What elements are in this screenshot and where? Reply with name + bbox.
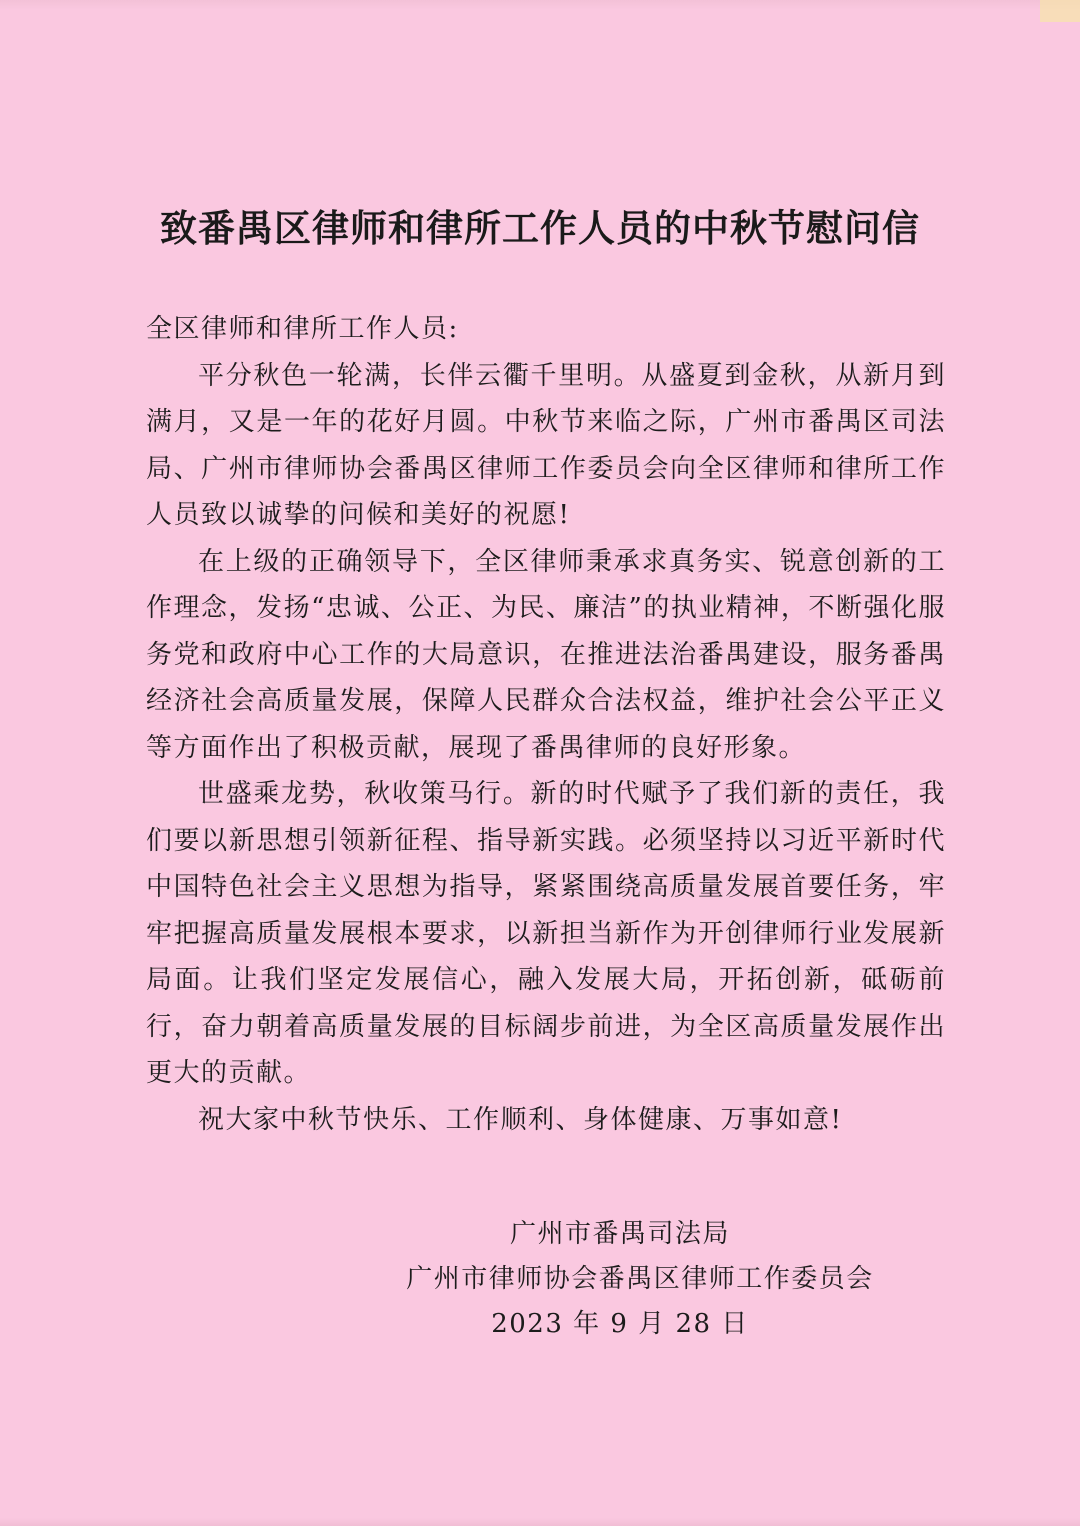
letter-body [146,306,946,1143]
letter-title: 致番禺区律师和律所工作人员的中秋节慰问信 [160,207,920,250]
page-top-edge [0,0,1080,10]
page-bottom-edge [0,1518,1080,1526]
signature-org-lawyers-committee: 广州市律师协会番禺区律师工作委员会 [406,1264,874,1294]
signature-block [0,1212,1080,1347]
paragraph-wishes: 祝大家中秋节快乐、工作顺利、身体健康、万事如意! [198,1104,843,1135]
paragraph-outlook: 世盛乘龙势，秋收策马行。新的时代赋予了我们新的责任，我们要以新思想引领新征程、指导新实践。必须坚持以习近平新时代中国特色社会主义思想为指导，紧紧围绕高质量发展首要任务，牢牢把握高质量发展根本要求，以新担当新作为开创律师行业发展新局面。让我们坚定发展信心，融入发展大局，开拓创新，砥砺前行，奋力朝着高质量发展的目标阔步前进，为全区高质量发展作出更大的贡献。 [146,779,946,1088]
paragraph-greeting: 平分秋色一轮满，长伴云衢千里明。从盛夏到金秋，从新月到满月，又是一年的花好月圆。中秋节来临之际，广州市番禺区司法局、广州市律师协会番禺区律师工作委员会向全区律师和律所工作人员致以诚挚的问候和美好的祝愿! [146,360,946,530]
scan-corner-mark [1040,0,1080,22]
signature-date: 2023 年 9 月 28 日 [491,1309,749,1339]
paragraph-achievements: 在上级的正确领导下，全区律师秉承求真务实、锐意创新的工作理念，发扬“忠诚、公正、为民、廉洁”的执业精神，不断强化服务党和政府中心工作的大局意识，在推进法治番禺建设，服务番禺经济社会高质量发展，保障人民群众合法权益，维护社会公平正义等方面作出了积极贡献，展现了番禺律师的良好形象。 [146,546,946,763]
signature-org-justice-bureau: 广州市番禺司法局 [509,1219,730,1249]
salutation: 全区律师和律所工作人员: [146,314,459,344]
